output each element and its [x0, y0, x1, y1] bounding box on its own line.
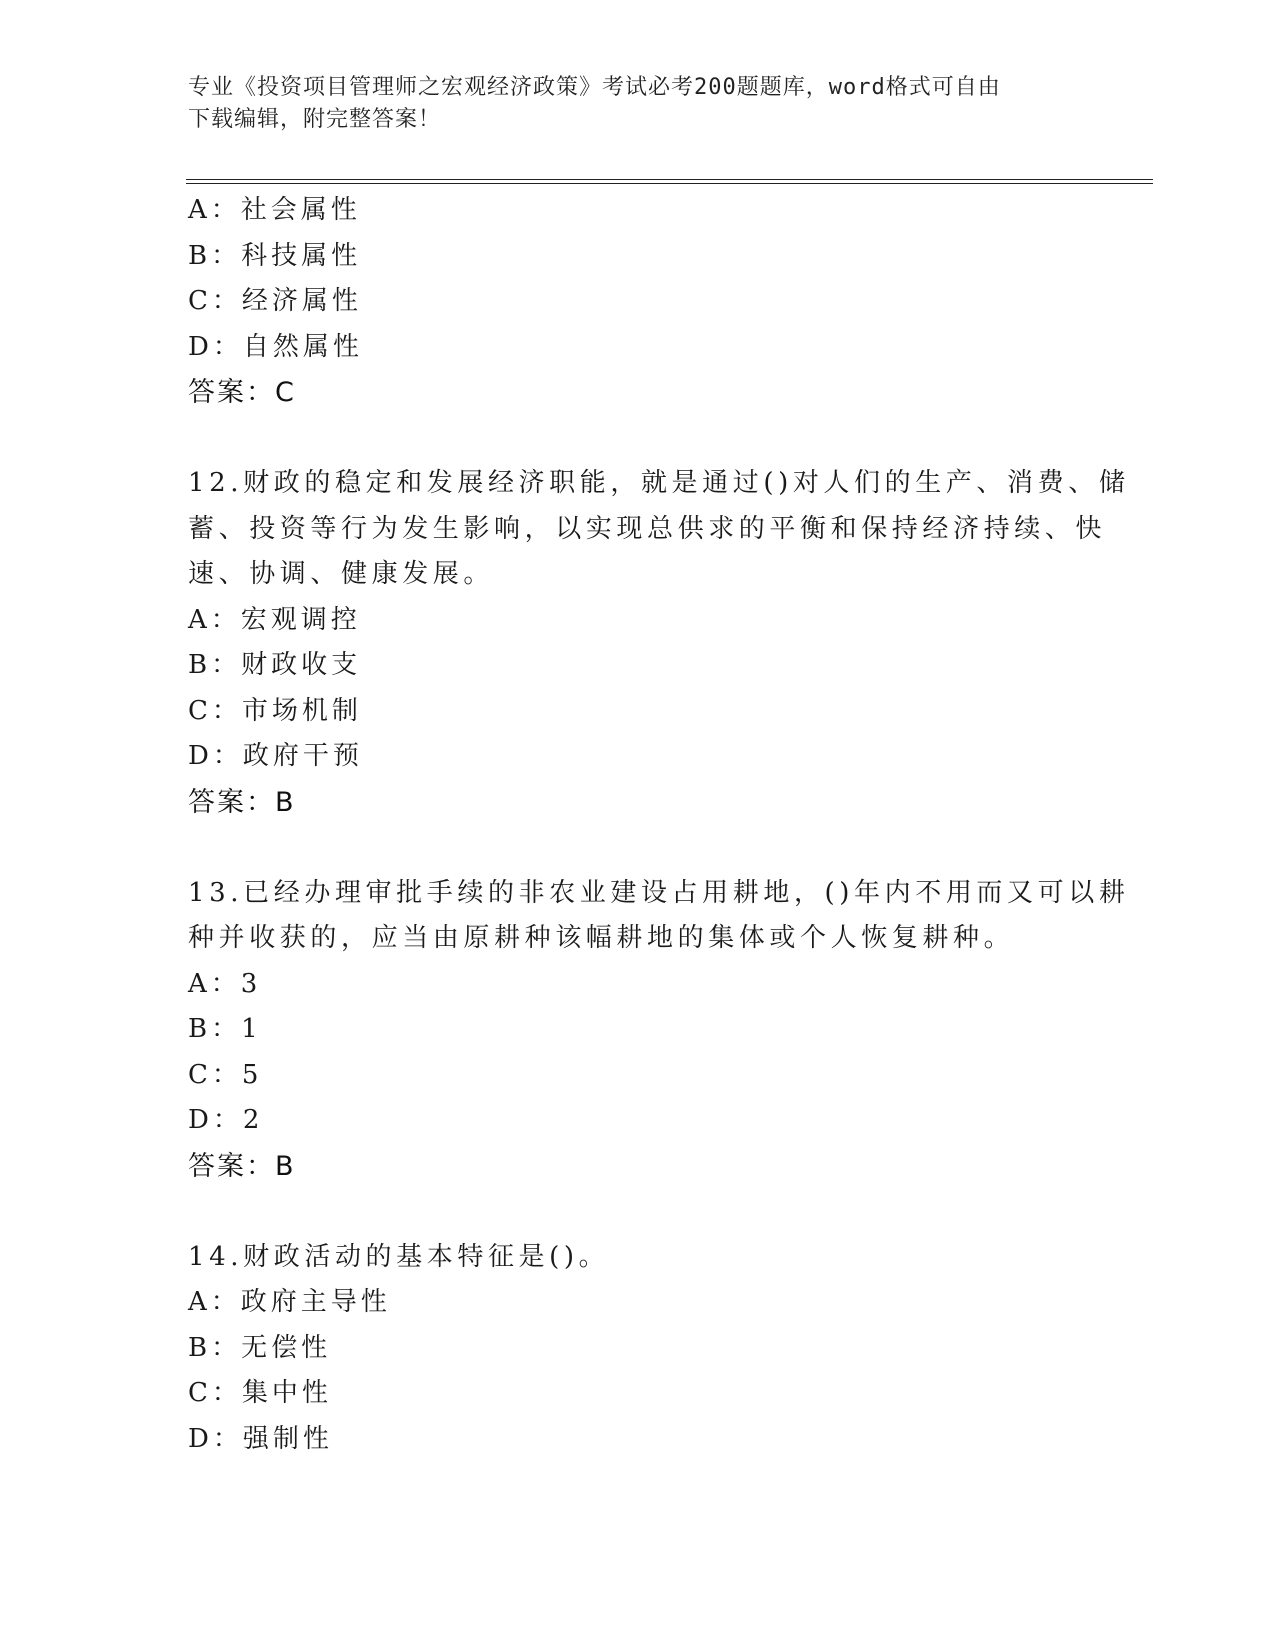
option-b: B：科技属性	[188, 240, 362, 271]
question-text-line: 蓄、投资等行为发生影响，以实现总供求的平衡和保持经济持续、快	[188, 513, 1107, 544]
answer-line: 答案：B	[188, 1150, 296, 1182]
answer-line: 答案：B	[188, 786, 296, 818]
option-c: C：经济属性	[188, 286, 362, 316]
spacer	[188, 825, 1088, 871]
option-c: C：5	[188, 1059, 263, 1090]
question-text-line: 13.已经办理审批手续的非农业建设占用耕地，()年内不用而又可以耕	[188, 877, 1130, 908]
option-b: B：财政收支	[188, 650, 362, 680]
question-text-line: 速、协调、健康发展。	[188, 559, 495, 589]
option-d: D：自然属性	[188, 331, 363, 362]
question-14	[188, 1235, 1088, 1463]
option-a: A：宏观调控	[188, 604, 361, 635]
spacer	[188, 416, 1088, 462]
header-divider-bottom	[186, 183, 1153, 184]
header-line-2: 下载编辑，附完整答案！	[188, 107, 442, 132]
question-list	[188, 188, 1130, 1462]
option-d: D：2	[188, 1105, 264, 1135]
option-b: B：1	[188, 1014, 262, 1044]
question-12	[188, 461, 1130, 825]
question-text-line: 12.财政的稳定和发展经济职能，就是通过()对人们的生产、消费、储	[188, 468, 1130, 498]
option-d: D：强制性	[188, 1423, 333, 1454]
header-line-1: 专业《投资项目管理师之宏观经济政策》考试必考200题题库，word格式可自由	[188, 75, 1001, 100]
option-b: B：无偿性	[188, 1332, 332, 1363]
option-d: D：政府干预	[188, 741, 363, 771]
answer-line: 答案：C	[188, 377, 296, 408]
spacer	[188, 1189, 1088, 1235]
option-c: C：市场机制	[188, 695, 362, 726]
question-text-line: 种并收获的，应当由原耕种该幅耕地的集体或个人恢复耕种。	[188, 923, 1015, 953]
option-a: A：政府主导性	[188, 1287, 391, 1317]
document-header	[188, 72, 1088, 136]
option-c: C：集中性	[188, 1378, 332, 1408]
option-a: A：3	[188, 968, 262, 999]
question-11-tail	[188, 188, 1088, 416]
option-a: A：社会属性	[188, 195, 361, 225]
question-13	[188, 871, 1130, 1190]
header-divider-top	[186, 179, 1153, 180]
question-text-line: 14.财政活动的基本特征是()。	[188, 1241, 610, 1272]
